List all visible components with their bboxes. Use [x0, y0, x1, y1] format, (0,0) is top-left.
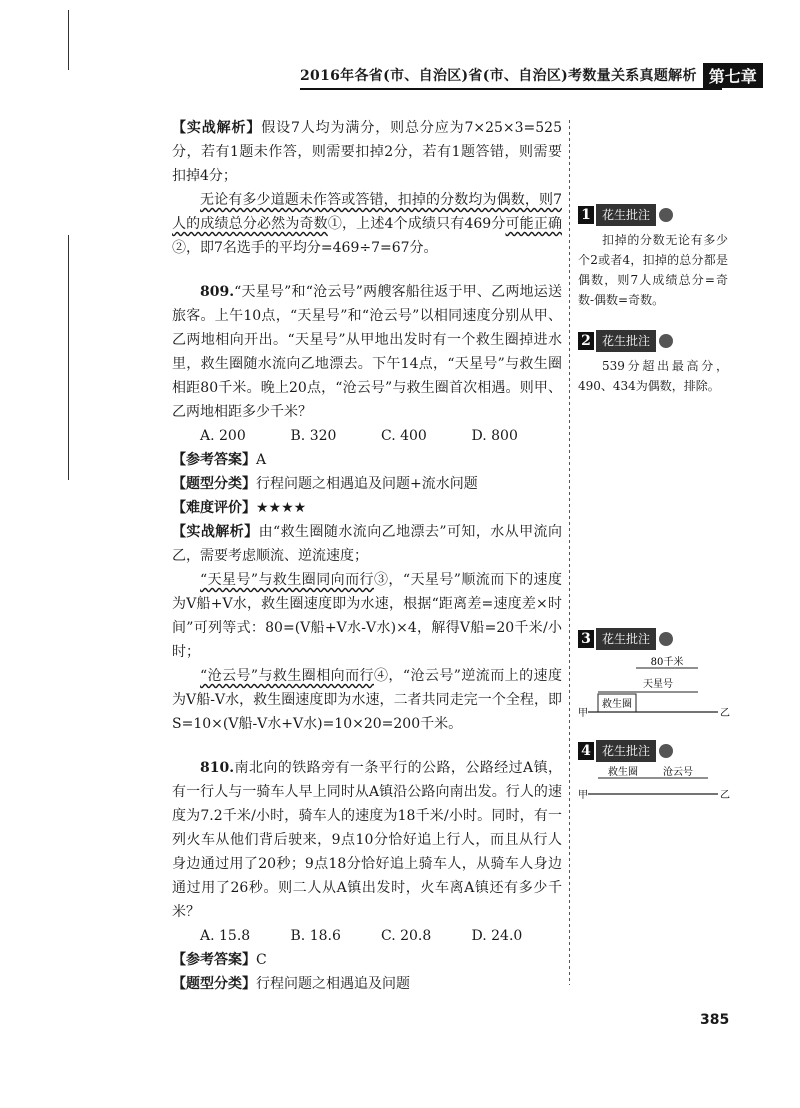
margin-divider — [566, 120, 574, 985]
option: B. 18.6 — [290, 928, 341, 944]
lifebuoy-label: 救生圈 — [608, 767, 638, 778]
options-810 — [172, 924, 562, 948]
binding-line-top — [68, 10, 69, 70]
question-810: 810.南北向的铁路旁有一条平行的公路，公路经过A镇，有一行人与一骑车人早上同时从A镇沿公路向南出发。行人的速度为7.2千米/小时，骑车人的速度为18千米/小时。同时，有一列火车从他们背后驶来，9点10分恰好追上行人，而且从行人身边通过用了20秒；9点18分恰好追上骑车人，从骑车人身边通过用了26秒。则二人从A镇出发时，火车离A镇还有多少千米？ — [172, 760, 562, 920]
option: D. 24.0 — [471, 928, 523, 944]
peanut-icon — [659, 632, 673, 646]
prev-analysis-cont: 无论有多少道题未作答或答错，扣掉的分数均为偶数，则7人的成绩总分必然为奇数①，上述4个成绩只有469分可能正确②，即7名选手的平均分=469÷7=67分。 — [172, 192, 562, 256]
peanut-icon — [659, 334, 673, 348]
jia-label: 甲 — [578, 790, 588, 801]
tianxing-label: 天星号 — [643, 679, 673, 690]
lifebuoy-label: 救生圈 — [602, 699, 632, 710]
answer-810: 【参考答案】C — [172, 952, 267, 968]
page-number: 385 — [700, 1012, 730, 1028]
type-810: 【题型分类】行程问题之相遇追及问题 — [172, 976, 410, 992]
peanut-icon — [659, 208, 673, 222]
jia-label: 甲 — [578, 708, 588, 719]
analysis-809-2: “天星号”与救生圈同向而行③，“天星号”顺流而下的速度为V船+V水，救生圈速度即为水速，根据“距离差=速度差×时间”可列等式：80=(V船+V水-V水)×4，解得V船=20千米/小时； — [172, 572, 562, 660]
peanut-icon — [659, 744, 673, 758]
cangyun-label: 沧云号 — [663, 767, 693, 778]
diagram-3 — [578, 654, 728, 724]
note-1: 1 花生批注 扣掉的分数无论有多少个2或者4，扣掉的总分都是偶数，则7人成绩总分=奇数-偶数=奇数。 — [578, 204, 728, 310]
running-header — [300, 64, 763, 86]
option: D. 800 — [471, 428, 518, 444]
option: C. 400 — [381, 428, 427, 444]
prev-analysis: 【实战解析】假设7人均为满分，则总分应为7×25×3=525分，若有1题未作答，则需要扣掉2分，若有1题答错，则需要扣掉4分； — [172, 120, 562, 184]
option: A. 200 — [200, 428, 246, 444]
note-3: 3 花生批注 救生圈 天星号 80千米 甲 乙 — [578, 628, 728, 724]
binding-line-mid — [68, 235, 69, 480]
option: A. 15.8 — [200, 928, 251, 944]
header-title: 2016年各省(市、自治区)省(市、自治区)考数量关系真题解析 — [300, 68, 697, 84]
answer-809: 【参考答案】A — [172, 452, 267, 468]
diagram-4 — [578, 766, 728, 806]
analysis-809-3: “沧云号”与救生圈相向而行④，“沧云号”逆流而上的速度为V船-V水，救生圈速度即为水速，二者共同走完一个全程，即S=10×(V船-V水+V水)=10×20=200千米。 — [172, 668, 562, 732]
yi-label: 乙 — [720, 708, 730, 719]
note-2: 2 花生批注 539分超出最高分，490、434为偶数，排除。 — [578, 330, 728, 396]
main-column — [172, 116, 562, 996]
dist-label: 80千米 — [650, 657, 684, 668]
chapter-badge: 第七章 — [703, 63, 763, 88]
yi-label: 乙 — [720, 790, 730, 801]
difficulty-809: 【难度评价】★★★★ — [172, 500, 307, 516]
header-rule — [300, 88, 722, 90]
question-809: 809.“天星号”和“沧云号”两艘客船往返于甲、乙两地运送旅客。上午10点，“天星号”和“沧云号”以相同速度分别从甲、乙两地相向开出。“天星号”从甲地出发时有一个救生圈掉进水里，救生圈随水流向乙地漂去。下午14点，“天星号”与救生圈相距80千米。晚上20点，“沧云号”与救生圈首次相遇。则甲、乙两地相距多少千米？ — [172, 284, 562, 420]
options-809 — [172, 424, 562, 448]
option: C. 20.8 — [381, 928, 432, 944]
type-809: 【题型分类】行程问题之相遇追及问题+流水问题 — [172, 476, 478, 492]
option: B. 320 — [290, 428, 337, 444]
analysis-809: 【实战解析】由“救生圈随水流向乙地漂去”可知，水从甲流向乙，需要考虑顺流、逆流速度； — [172, 524, 562, 564]
note-4: 4 花生批注 救生圈 沧云号 甲 乙 — [578, 740, 728, 806]
